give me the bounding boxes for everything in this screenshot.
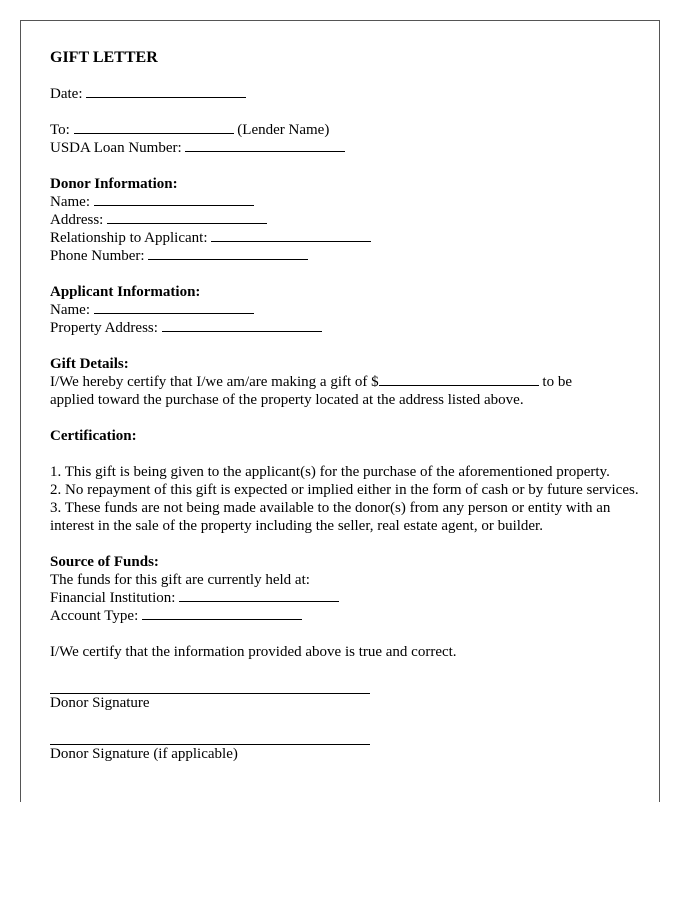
- applicant-heading: Applicant Information:: [50, 284, 201, 300]
- property-address-blank[interactable]: [162, 319, 322, 332]
- certification-item-3: 3. These funds are not being made available to the donor(s) from any person or entity with an interest in the sale of the property including the seller, real estate agent, or builder.: [50, 500, 611, 534]
- donor-address-label: Address:: [50, 212, 104, 228]
- property-address-label: Property Address:: [50, 320, 158, 336]
- lender-name-hint: (Lender Name): [237, 122, 330, 138]
- to-label: To:: [50, 122, 70, 138]
- relationship-label: Relationship to Applicant:: [50, 230, 208, 246]
- certification-item-2: 2. No repayment of this gift is expected or implied either in the form of cash or by future services.: [50, 482, 639, 498]
- gift-amount-blank[interactable]: [379, 373, 539, 386]
- property-address-row: [50, 319, 640, 337]
- date-label: Date:: [50, 86, 83, 102]
- to-row: [50, 121, 640, 139]
- institution-label: Financial Institution:: [50, 590, 176, 606]
- donor-address-row: [50, 211, 640, 229]
- letter-body: [50, 49, 640, 763]
- donor-name-row: [50, 193, 640, 211]
- certify-statement: I/We certify that the information provided above is true and correct.: [50, 644, 457, 660]
- institution-row: [50, 589, 640, 607]
- date-row: [50, 85, 640, 103]
- phone-row: [50, 247, 640, 265]
- applicant-name-label: Name:: [50, 302, 90, 318]
- gift-text-before: I/We hereby certify that I/we am/are making a gift of $: [50, 374, 379, 390]
- donor-name-label: Name:: [50, 194, 90, 210]
- account-type-label: Account Type:: [50, 608, 139, 624]
- applicant-name-blank[interactable]: [94, 301, 254, 314]
- gift-statement-line1: [50, 373, 640, 391]
- phone-blank[interactable]: [148, 247, 308, 260]
- gift-heading: Gift Details:: [50, 356, 129, 372]
- applicant-name-row: [50, 301, 640, 319]
- donor-address-blank[interactable]: [107, 211, 267, 224]
- gift-text-after: to be: [538, 374, 572, 390]
- letter-title: GIFT LETTER: [50, 49, 158, 66]
- institution-blank[interactable]: [179, 589, 339, 602]
- donor-heading: Donor Information:: [50, 176, 178, 192]
- relationship-blank[interactable]: [211, 229, 371, 242]
- donor-signature-optional-label: Donor Signature (if applicable): [50, 746, 238, 762]
- relationship-row: [50, 229, 640, 247]
- loan-number-label: USDA Loan Number:: [50, 140, 182, 156]
- date-blank[interactable]: [86, 85, 246, 98]
- phone-label: Phone Number:: [50, 248, 145, 264]
- donor-signature-label: Donor Signature: [50, 695, 150, 711]
- lender-name-blank[interactable]: [74, 121, 234, 134]
- funds-heading: Source of Funds:: [50, 554, 159, 570]
- donor-name-blank[interactable]: [94, 193, 254, 206]
- loan-number-row: [50, 139, 640, 157]
- loan-number-blank[interactable]: [185, 139, 345, 152]
- account-type-blank[interactable]: [142, 607, 302, 620]
- document-page: [20, 20, 660, 802]
- account-type-row: [50, 607, 640, 625]
- funds-intro: The funds for this gift are currently held at:: [50, 572, 310, 588]
- gift-statement-line2: applied toward the purchase of the property located at the address listed above.: [50, 392, 524, 408]
- certification-item-1: 1. This gift is being given to the applicant(s) for the purchase of the aforementioned property.: [50, 464, 610, 480]
- certification-heading: Certification:: [50, 428, 137, 444]
